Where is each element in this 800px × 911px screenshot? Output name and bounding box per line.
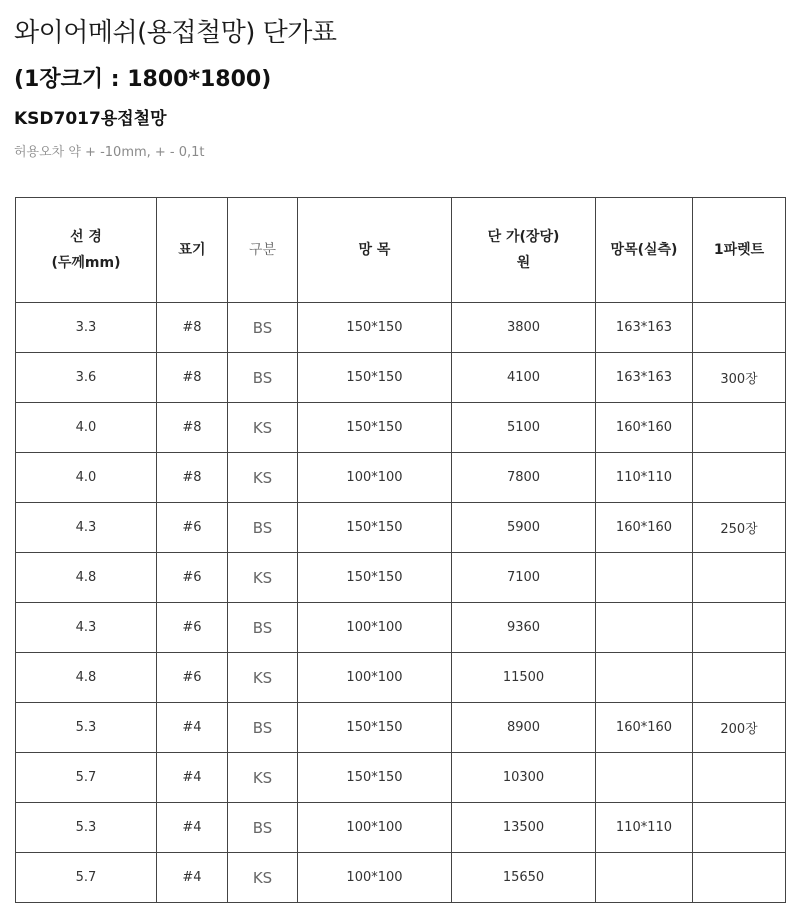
cell-pallet	[693, 853, 786, 903]
cell-category: BS	[228, 703, 298, 753]
cell-category: KS	[228, 753, 298, 803]
table-row	[16, 853, 786, 903]
header-thickness-line1: 선 경	[70, 229, 102, 245]
cell-mark: #6	[157, 653, 228, 703]
table-row	[16, 753, 786, 803]
cell-mesh-actual	[596, 603, 693, 653]
cell-mark: #6	[157, 553, 228, 603]
cell-category: BS	[228, 603, 298, 653]
cell-price: 8900	[452, 703, 596, 753]
cell-mark: #6	[157, 603, 228, 653]
cell-mesh-actual: 163*163	[596, 303, 693, 353]
cell-mesh-actual: 160*160	[596, 403, 693, 453]
cell-thickness: 4.0	[16, 453, 157, 503]
header-pallet: 1파렛트	[693, 198, 786, 303]
cell-thickness: 3.6	[16, 353, 157, 403]
header-mark: 표기	[157, 198, 228, 303]
cell-mark: #4	[157, 853, 228, 903]
cell-pallet	[693, 303, 786, 353]
cell-category: BS	[228, 503, 298, 553]
cell-mesh-actual: 163*163	[596, 353, 693, 403]
cell-price: 13500	[452, 803, 596, 853]
cell-mesh: 150*150	[298, 703, 452, 753]
cell-pallet: 300장	[693, 353, 786, 403]
cell-pallet	[693, 553, 786, 603]
cell-mesh: 100*100	[298, 453, 452, 503]
price-table-body	[16, 303, 786, 903]
cell-mesh: 150*150	[298, 303, 452, 353]
table-header-row	[16, 198, 786, 303]
cell-price: 15650	[452, 853, 596, 903]
cell-price: 7100	[452, 553, 596, 603]
table-row	[16, 503, 786, 553]
table-row	[16, 453, 786, 503]
cell-category: BS	[228, 303, 298, 353]
cell-mesh-actual: 110*110	[596, 453, 693, 503]
cell-mesh: 100*100	[298, 653, 452, 703]
cell-mark: #8	[157, 353, 228, 403]
table-row	[16, 553, 786, 603]
cell-thickness: 4.8	[16, 653, 157, 703]
cell-price: 10300	[452, 753, 596, 803]
cell-thickness: 5.7	[16, 853, 157, 903]
cell-price: 3800	[452, 303, 596, 353]
cell-thickness: 4.0	[16, 403, 157, 453]
cell-category: KS	[228, 453, 298, 503]
header-price-line2: 원	[516, 255, 531, 271]
header-price-line1: 단 가(장당)	[487, 229, 560, 245]
cell-price: 7800	[452, 453, 596, 503]
header-thickness-line2: (두께mm)	[51, 255, 121, 271]
cell-mark: #8	[157, 403, 228, 453]
cell-mesh: 100*100	[298, 603, 452, 653]
cell-mesh: 150*150	[298, 503, 452, 553]
cell-mesh: 150*150	[298, 553, 452, 603]
cell-thickness: 3.3	[16, 303, 157, 353]
cell-mark: #8	[157, 303, 228, 353]
cell-category: BS	[228, 803, 298, 853]
cell-thickness: 5.7	[16, 753, 157, 803]
cell-category: KS	[228, 403, 298, 453]
cell-price: 5100	[452, 403, 596, 453]
header-price	[452, 198, 596, 303]
price-table	[15, 197, 786, 903]
table-row	[16, 803, 786, 853]
tolerance-note: 허용오차 약 + -10mm, + - 0,1t	[14, 145, 205, 160]
header-thickness	[16, 198, 157, 303]
cell-price: 5900	[452, 503, 596, 553]
cell-mesh: 150*150	[298, 353, 452, 403]
cell-pallet	[693, 653, 786, 703]
cell-mesh-actual	[596, 553, 693, 603]
cell-pallet	[693, 753, 786, 803]
cell-category: KS	[228, 553, 298, 603]
cell-mesh-actual: 160*160	[596, 703, 693, 753]
cell-mesh-actual	[596, 653, 693, 703]
cell-category: KS	[228, 853, 298, 903]
cell-mark: #8	[157, 453, 228, 503]
cell-pallet	[693, 453, 786, 503]
cell-mesh-actual: 160*160	[596, 503, 693, 553]
cell-mesh-actual	[596, 753, 693, 803]
cell-thickness: 5.3	[16, 703, 157, 753]
page-title: 와이어메쉬(용접철망) 단가표	[14, 18, 337, 48]
cell-price: 9360	[452, 603, 596, 653]
table-row	[16, 703, 786, 753]
cell-mark: #6	[157, 503, 228, 553]
cell-thickness: 4.3	[16, 603, 157, 653]
cell-pallet: 200장	[693, 703, 786, 753]
cell-mesh: 150*150	[298, 753, 452, 803]
cell-mesh: 100*100	[298, 853, 452, 903]
cell-mark: #4	[157, 753, 228, 803]
sheet-size-subtitle: (1장크기 : 1800*1800)	[14, 67, 272, 92]
cell-thickness: 5.3	[16, 803, 157, 853]
table-row	[16, 653, 786, 703]
cell-mesh-actual	[596, 853, 693, 903]
cell-thickness: 4.8	[16, 553, 157, 603]
cell-pallet	[693, 803, 786, 853]
table-row	[16, 303, 786, 353]
table-row	[16, 353, 786, 403]
standard-label: KSD7017용접철망	[14, 109, 167, 129]
cell-price: 11500	[452, 653, 596, 703]
cell-category: BS	[228, 353, 298, 403]
header-category: 구분	[228, 198, 298, 303]
cell-thickness: 4.3	[16, 503, 157, 553]
header-mesh-actual: 망목(실측)	[596, 198, 693, 303]
cell-pallet: 250장	[693, 503, 786, 553]
cell-mesh: 150*150	[298, 403, 452, 453]
cell-price: 4100	[452, 353, 596, 403]
cell-pallet	[693, 403, 786, 453]
cell-mark: #4	[157, 803, 228, 853]
cell-mesh-actual: 110*110	[596, 803, 693, 853]
cell-category: KS	[228, 653, 298, 703]
cell-mark: #4	[157, 703, 228, 753]
cell-mesh: 100*100	[298, 803, 452, 853]
table-row	[16, 603, 786, 653]
cell-pallet	[693, 603, 786, 653]
table-row	[16, 403, 786, 453]
header-mesh: 망 목	[298, 198, 452, 303]
